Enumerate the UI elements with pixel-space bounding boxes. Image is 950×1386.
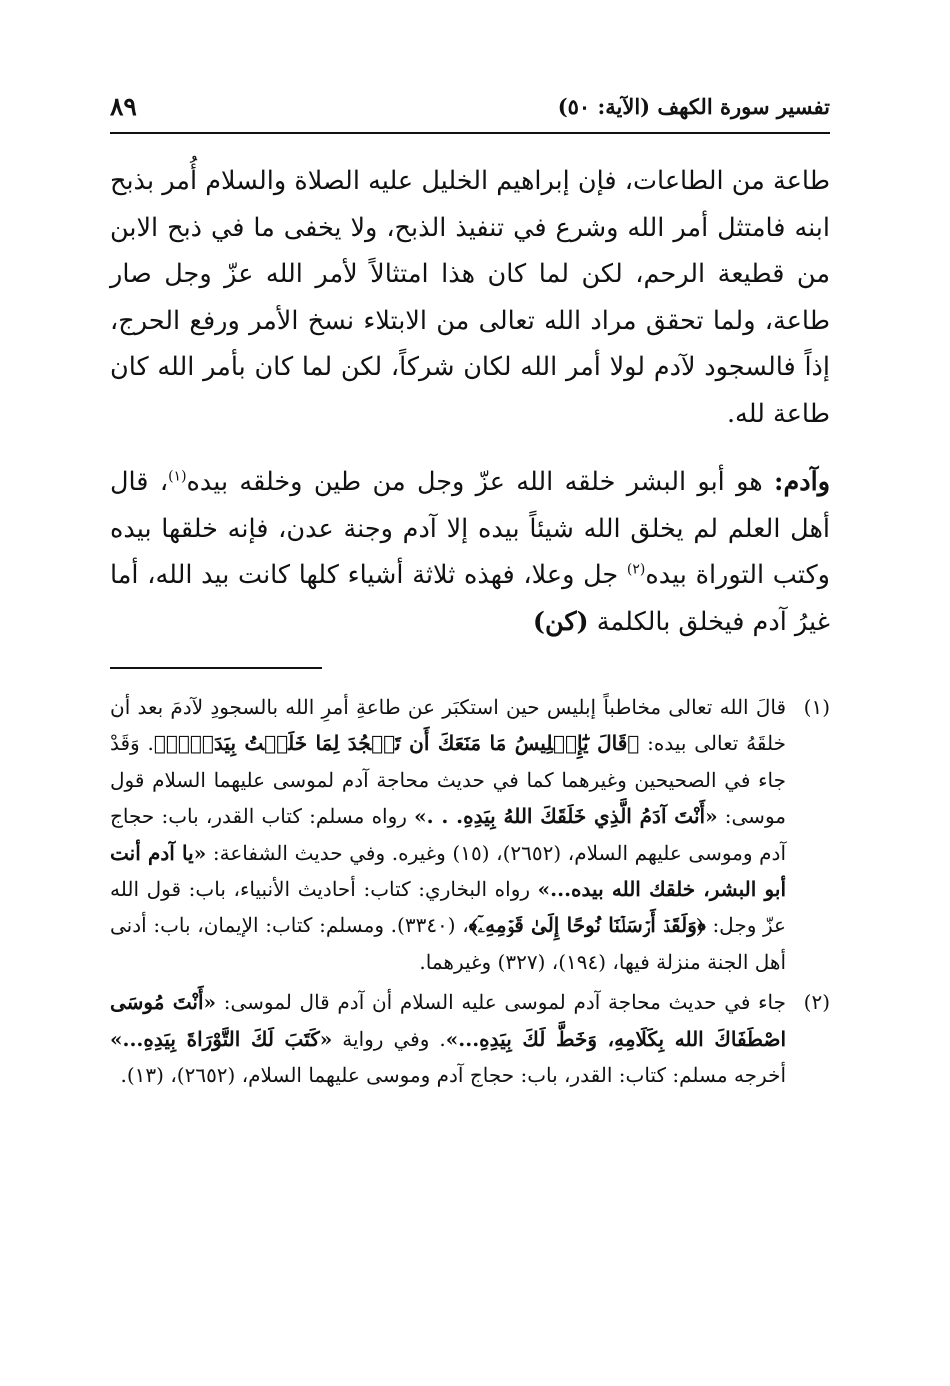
footnote-separator [110,667,322,669]
footnote-1-quran-quote-1: ﴿قَالَ يَٰٓإِبۡلِيسُ مَا مَنَعَكَ أَن تَسۡجُدَ لِمَا خَلَقۡتُ بِيَدَيَّۖ﴾ [153,731,640,756]
footnote-1-hadith-quote-1: «أَنْتَ آدَمُ الَّذِي خَلَقَكَ اللهُ بِيَدِهِ. . .» [414,804,718,829]
footnote-1-text-5: ، (٣٣٤٠). ومسلم: كتاب: الإيمان، باب: أدنى أهل الجنة منزلة فيها، (١٩٤)، (٣٢٧) وغيرهما. [110,913,786,974]
book-page [110,92,830,1342]
footnote-separator-wrap [110,645,830,689]
footnote-2-text-3: أخرجه مسلم: كتاب: القدر، باب: حجاج آدم وموسى عليهما السلام، (٢٦٥٢)، (١٣). [120,1063,786,1088]
paragraph-2 [110,459,830,645]
footnote-2-hadith-quote-2: «كَتَبَ لَكَ التَّوْرَاةَ بِيَدِهِ...» [110,1026,333,1051]
footnote-ref-2[interactable]: (٢) [626,561,646,578]
main-text [110,158,830,645]
page-number: ٨٩ [110,92,137,121]
paragraph-2-part-c: جل وعلا، فهذه ثلاثة أشياء كلها كانت بيد الله، أما غيرُ آدم فيخلق بالكلمة [110,560,830,637]
footnote-1-text-1: قالَ الله تعالى مخاطباً إبليس حين استكبَر عن طاعةِ أمرِ الله بالسجودِ لآدمَ بعد أن خلقَهُ تعالى بيده: [110,695,786,756]
paragraph-2-part-b: ، قال أهل العلم لم يخلق الله شيئاً بيده إلا آدم وجنة عدن، فإنه خلقها بيده وكتب التوراة بيده [110,467,830,590]
footnote-1-quran-quote-2: ﴿وَلَقَدۡ أَرۡسَلۡنَا نُوحًا إِلَىٰ قَوۡمِهِۦٓ﴾ [468,913,706,938]
footnote-1-hadith-quote-2: «يا آدم أنت أبو البشر، خلقك الله بيده...» [110,840,786,902]
page-header [110,92,830,134]
footnotes [110,689,830,1093]
footnote-1-text-3: رواه مسلم: كتاب القدر، باب: حجاج آدم وموسى عليهم السلام، (٢٦٥٢)، (١٥) وغيره. وفي حديث الشفاعة: [110,804,787,865]
footnote-number-1: (١) [803,695,830,719]
kun-word: (كن) [532,606,589,637]
footnote-1-text-4: رواه البخاري: كتاب: أحاديث الأنبياء، باب: قول الله عزّ وجل: [110,877,786,938]
paragraph-lead-word: وآدم: [774,467,831,497]
footnote-2 [110,984,830,1093]
running-title: تفسير سورة الكهف (الآية: ٥٠) [557,94,830,119]
footnote-number-2: (٢) [803,990,830,1015]
footnote-2-text-2: . وفي رواية [332,1026,446,1051]
footnote-2-hadith-quote-1: «أَنْتَ مُوسَى اصْطَفَاكَ الله بِكَلَامِهِ، وَخَطَّ لَكَ بِيَدِهِ...» [110,990,787,1051]
footnote-1-text-2: . وَقَدْ جاء في الصحيحين وغيرهما كما في حديث محاجة آدم لموسى عليهما السلام قول موسى: [110,731,786,829]
footnote-2-text-1: جاء في حديث محاجة آدم لموسى عليه السلام أن آدم قال لموسى: [216,990,787,1015]
paragraph-2-part-a: هو أبو البشر خلقه الله عزّ وجل من طين وخلقه بيده [186,467,775,497]
footnote-ref-1[interactable]: (١) [168,468,187,485]
footnote-1 [110,689,830,980]
paragraph-1: طاعة من الطاعات، فإن إبراهيم الخليل عليه الصلاة والسلام أُمر بذبح ابنه فامتثل أمر الله وشرع في تنفيذ الذبح، ولا يخفى ما في ذبح الابن من قطيعة الرحم، لكن لما كان هذا امتثالاً لأمر الله عزّ وجل صار طاعة، ولما تحقق مراد الله تعالى من الابتلاء نسخ الأمر ورفع الحرج، إذاً فالسجود لآدم لولا أمر الله لكان شركاً، لكن لما كان بأمر الله كان طاعة لله. [110,166,830,429]
